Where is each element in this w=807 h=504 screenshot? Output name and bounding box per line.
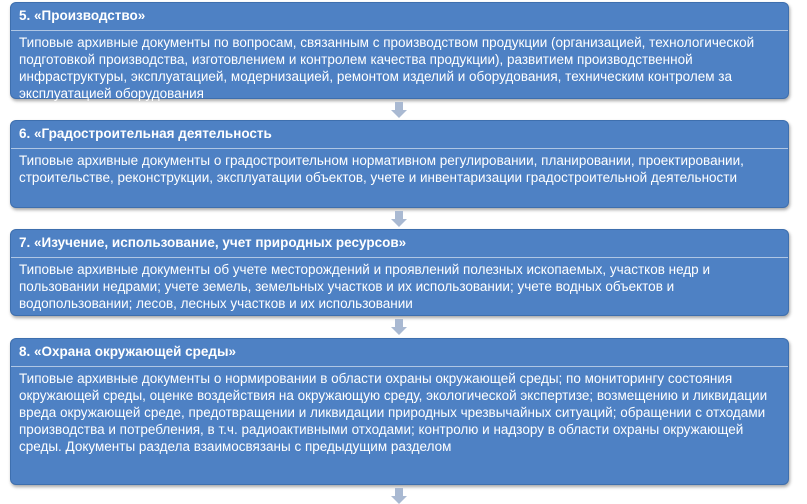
section-title: 6. «Градостроительная деятельность — [19, 126, 272, 141]
down-arrow-icon — [391, 211, 407, 227]
down-arrow-icon — [391, 488, 407, 504]
section-text: Типовые архивные документы об учете месторождений и проявлений полезных ископаемых, участков недр и пользовании недрами; учете земель, земельных участков и их использовании; учете водных объектов и водопользовании; лесов, лесных участков и их использовании — [19, 262, 710, 311]
section-6-block — [10, 120, 789, 208]
section-title: 5. «Производство» — [19, 8, 146, 23]
section-5-block — [10, 2, 789, 99]
down-arrow-icon — [391, 102, 407, 118]
section-8-block — [10, 338, 789, 485]
section-title: 7. «Изучение, использование, учет природных ресурсов» — [19, 235, 407, 250]
section-title: 8. «Охрана окружающей среды» — [19, 344, 237, 359]
section-text: Типовые архивные документы о градостроительном нормативном регулировании, планировании, проектировании, строительстве, реконструкции, эксплуатации объектов, учете и инвентаризации градостроительной деятельности — [19, 153, 744, 185]
section-text: Типовые архивные документы по вопросам, связанным с производством продукции (организацией, технологической подготовкой производства, изготовлением и контролем качества продукции), развитием производственной инфраструктуры, эксплуатацией, модернизацией, ремонтом изделий и оборудования, техническим контролем за эксплуатацией оборудования — [19, 35, 755, 101]
section-text: Типовые архивные документы о нормировании в области охраны окружающей среды; по мониторингу состояния окружающей среды, оценке воздействия на окружающую среду, экологической экспертизе; возмещению и ликвидации вреда окружающей среде, предотвращении и ликвидации природных чрезвычайных ситуаций; обращении с отходами производства и потребления, в т.ч. радиоактивными отходами; контролю и надзору в области охраны окружающей среды. Документы раздела взаимосвязаны с предыдущим разделом — [19, 371, 768, 454]
down-arrow-icon — [391, 319, 407, 335]
section-7-block — [10, 229, 789, 316]
